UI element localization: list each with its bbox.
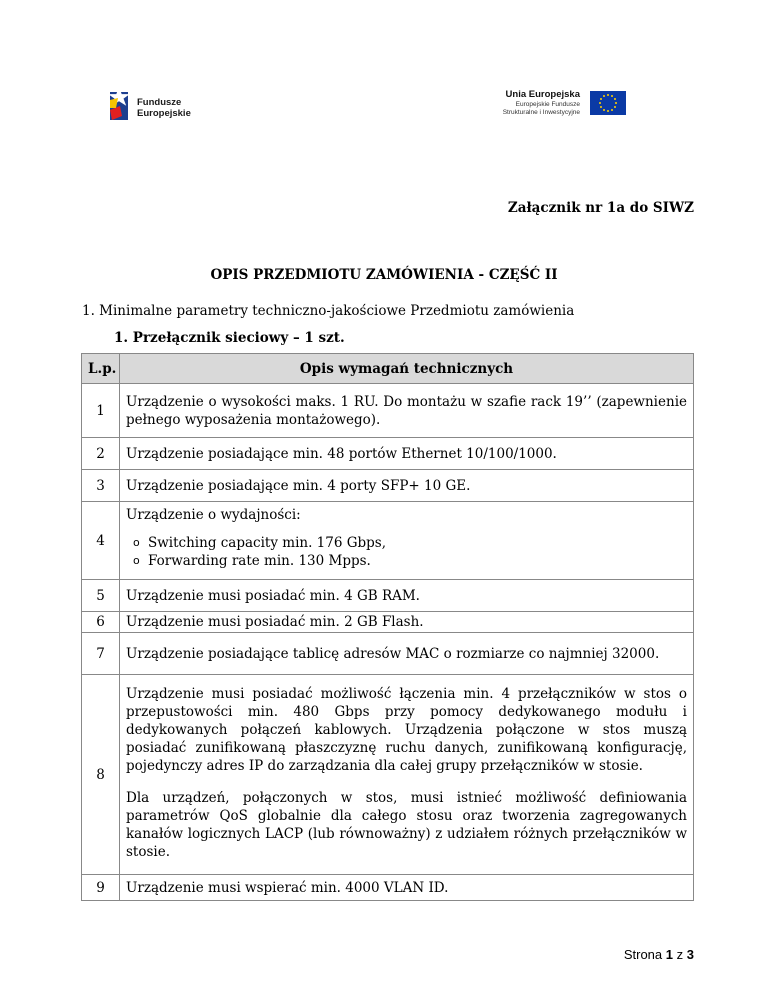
table-row <box>82 502 694 580</box>
eu-subtitle-1: Europejskie Fundusze <box>515 101 580 108</box>
row-number: 3 <box>82 470 120 502</box>
table-row <box>82 384 694 438</box>
table-row <box>82 875 694 901</box>
row-text: Urządzenie posiadające min. 4 porty SFP+ 10 GE. <box>120 470 694 502</box>
row-number: 8 <box>82 675 120 875</box>
page-footer <box>624 947 694 962</box>
row-number: 1 <box>82 384 120 438</box>
row-text: Urządzenie musi posiadać możliwość łączenia min. 4 przełączników w stos o przepustowości min. 480 Gbps przy pomocy dedykowanego modułu i dedykowanych połączeń kablowych. Urządzenia połączone w stos muszą posiadać zunifikowaną płaszczyznę ruchu danych, zunifikowaną konfigurację, pojedynczy adres IP do zarządzania dla całej grupy przełączników w stosie. <box>126 686 687 774</box>
eu-logo-text <box>503 89 580 117</box>
row-content <box>120 502 694 580</box>
fe-star-icon <box>108 86 138 122</box>
row-number: 2 <box>82 438 120 470</box>
subsection-heading: 1. Przełącznik sieciowy – 1 szt. <box>114 330 345 346</box>
row-number: 4 <box>82 502 120 580</box>
row-text: Urządzenie o wysokości maks. 1 RU. Do montażu w szafie rack 19’’ (zapewnienie pełnego wyposażenia montażowego). <box>120 384 694 438</box>
requirements-table <box>81 353 694 901</box>
eu-subtitle-2: Strukturalne i Inwestycyjne <box>502 109 580 116</box>
bullet-icon: o <box>133 554 140 567</box>
table-row <box>82 580 694 612</box>
table-row <box>82 633 694 675</box>
row-number: 6 <box>82 612 120 633</box>
bullet-text: Forwarding rate min. 130 Mpps. <box>148 553 371 569</box>
row-number: 5 <box>82 580 120 612</box>
table-row <box>82 612 694 633</box>
row-text: Urządzenie musi posiadać min. 2 GB Flash. <box>120 612 694 633</box>
table-row <box>82 438 694 470</box>
list-item <box>126 534 687 552</box>
row-text: Urządzenie posiadające min. 48 portów Ethernet 10/100/1000. <box>120 438 694 470</box>
eu-title: Unia Europejska <box>505 89 580 100</box>
eu-flag-icon <box>590 91 626 115</box>
footer-page: 1 <box>665 947 674 962</box>
bullet-list <box>126 534 687 570</box>
row-text: Urządzenie posiadające tablicę adresów MAC o rozmiarze co najmniej 32000. <box>120 633 694 675</box>
bullet-text: Switching capacity min. 176 Gbps, <box>148 535 387 551</box>
table-row <box>82 470 694 502</box>
header-lp: L.p. <box>82 354 120 384</box>
fe-logo-text <box>137 97 191 119</box>
row-text: Urządzenie musi posiadać min. 4 GB RAM. <box>120 580 694 612</box>
table-header-row <box>82 354 694 384</box>
footer-total: 3 <box>686 947 694 962</box>
annex-label: Załącznik nr 1a do SIWZ <box>507 200 694 216</box>
bullet-icon: o <box>133 536 140 549</box>
row-text-2: Dla urządzeń, połączonych w stos, musi istnieć możliwość definiowania parametrów QoS globalnie dla całego stosu oraz tworzenia zagregowanych kanałów logicznych LACP (lub równoważny) z udziałem różnych przełączników w stosie. <box>126 790 687 860</box>
section-heading: 1. Minimalne parametry techniczno-jakościowe Przedmiotu zamówienia <box>82 303 575 319</box>
row-content <box>120 675 694 875</box>
list-item <box>126 552 687 570</box>
row-text: Urządzenie musi wspierać min. 4000 VLAN ID. <box>120 875 694 901</box>
document-title: OPIS PRZEDMIOTU ZAMÓWIENIA - CZĘŚĆ II <box>210 267 558 283</box>
fe-logo-line1: Fundusze <box>137 97 182 108</box>
header-description: Opis wymagań technicznych <box>120 354 694 384</box>
row-text: Urządzenie o wydajności: <box>126 507 301 523</box>
footer-prefix: Strona <box>623 947 663 962</box>
fe-logo-line2: Europejskie <box>137 108 191 119</box>
footer-sep: z <box>676 947 684 962</box>
eu-logo <box>486 89 626 121</box>
row-number: 7 <box>82 633 120 675</box>
table-row <box>82 675 694 875</box>
row-number: 9 <box>82 875 120 901</box>
